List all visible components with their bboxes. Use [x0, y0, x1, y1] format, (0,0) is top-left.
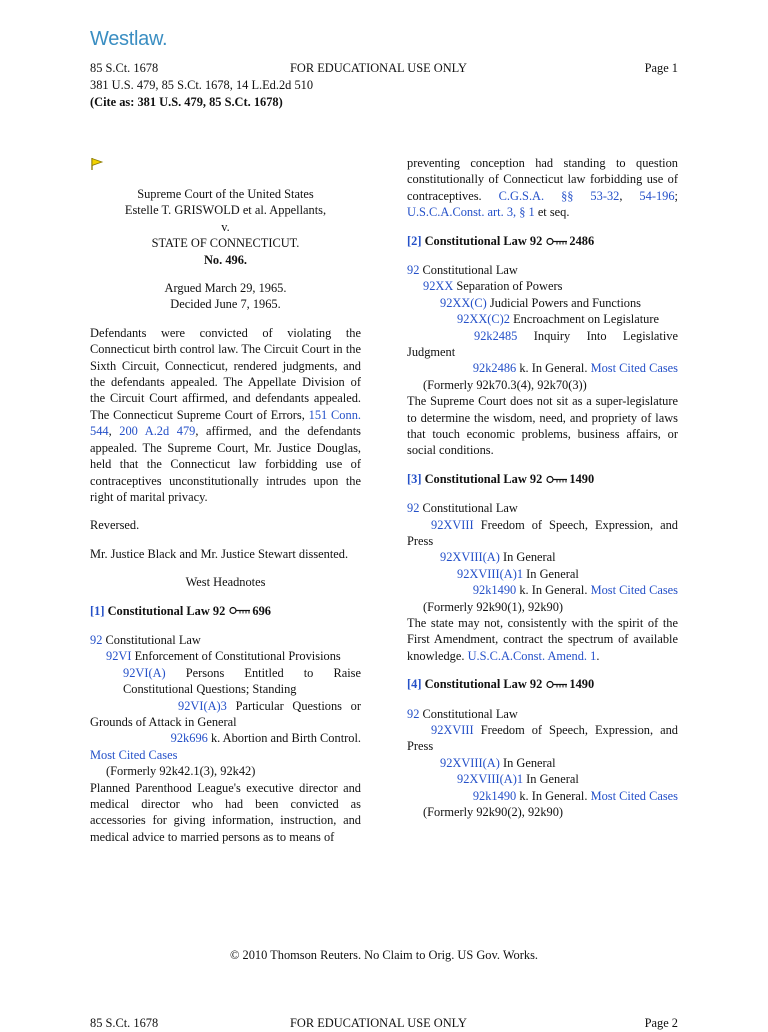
topic-label: k. Abortion and Birth Control.	[210, 731, 361, 746]
synopsis-separator: ,	[108, 424, 112, 439]
west-headnotes-title: West Headnotes	[185, 575, 266, 590]
synopsis-text-2: , affirmed, and the defendants appealed. The Supreme Court, Mr. Justice Douglas, held that the Connecticut law forbidding use of contraceptives unconstitutionally intrudes upon the right of marital privacy.	[90, 424, 361, 504]
headnote-number[interactable]: [3]	[407, 471, 422, 486]
key-icon	[546, 677, 568, 693]
headnote-1-body: Planned Parenthood League's executive director and medical director who had been convicted as accessories for giving information, instruction, and medical advice to married persons as to means of	[90, 780, 361, 844]
topic-label: Constitutional Law	[422, 262, 518, 277]
topic-link[interactable]: 92VI	[106, 649, 132, 664]
topic-label: Encroachment on Legislature	[513, 312, 659, 327]
headnote-topic: Constitutional Law 92	[424, 677, 543, 692]
topic-label: k. In General.	[519, 788, 588, 803]
appellee: STATE OF CONNECTICUT.	[151, 236, 300, 251]
topic-link[interactable]: 92XVIII(A)	[440, 550, 500, 565]
headnote-3-tree	[407, 500, 678, 615]
court-name: Supreme Court of the United States	[137, 187, 314, 201]
docket-number: No. 496.	[203, 252, 248, 267]
formerly-note: (Formerly 92k42.1(3), 92k42)	[106, 764, 256, 779]
next-header-reporter: 85 S.Ct. 1678	[90, 1016, 159, 1030]
key-number: 1490	[569, 471, 595, 486]
headnote-1-title	[90, 603, 361, 620]
headnote-2-body: The Supreme Court does not sit as a super-legislature to determine the wisdom, need, and propriety of laws that touch economic problems, business affairs, or social conditions.	[407, 394, 678, 458]
topic-label: Constitutional Law	[422, 706, 518, 721]
header-page-number: Page 1	[644, 61, 678, 75]
topic-link[interactable]: 92XX(C)2	[457, 312, 510, 327]
topic-label: In General	[526, 772, 579, 787]
topic-label: k. In General.	[519, 583, 588, 598]
headnote-4-title	[407, 676, 678, 693]
key-number: 696	[252, 603, 271, 618]
topic-link[interactable]: 92k2486	[472, 361, 517, 376]
headnote-number[interactable]: [4]	[407, 677, 422, 692]
headnote-topic: Constitutional Law 92	[424, 233, 543, 248]
citation-link-a2d[interactable]: 200 A.2d 479	[119, 424, 196, 439]
headnote-3-text: The state may not, consistently with the spirit of the First Amendment, contract the spectrum of available knowledge.	[407, 616, 678, 663]
topic-link[interactable]: 92	[407, 706, 420, 721]
most-cited-cases-link[interactable]: Most Cited Cases	[90, 747, 178, 762]
topic-link[interactable]: 92k1490	[472, 788, 517, 803]
right-column	[407, 155, 678, 820]
topic-label: Freedom of Speech, Expression, and Press	[407, 517, 678, 549]
constitution-link[interactable]: U.S.C.A.Const. art. 3, § 1	[407, 205, 535, 220]
topic-link[interactable]: 92	[90, 632, 103, 647]
parallel-citations: 381 U.S. 479, 85 S.Ct. 1678, 14 L.Ed.2d 510	[90, 78, 314, 92]
topic-link[interactable]: 92	[407, 262, 420, 277]
argued-date: Argued March 29, 1965.	[164, 281, 287, 296]
topic-link[interactable]: 92k1490	[472, 583, 517, 598]
headnote-1-text: preventing conception had standing to question constitutionally of Connecticut law forbidding use of contraceptives.	[407, 156, 678, 203]
westlaw-logo	[90, 28, 167, 51]
versus: v.	[221, 219, 230, 234]
key-icon	[546, 234, 568, 250]
left-column	[90, 155, 361, 845]
formerly-note: (Formerly 92k70.3(4), 92k70(3))	[423, 377, 587, 392]
topic-link[interactable]: 92VI(A)	[123, 665, 166, 680]
cite-as: (Cite as: 381 U.S. 479, 85 S.Ct. 1678)	[90, 95, 283, 109]
formerly-note: (Formerly 92k90(2), 92k90)	[423, 805, 564, 820]
topic-link[interactable]: 92	[407, 501, 420, 516]
topic-label: Freedom of Speech, Expression, and Press	[407, 723, 678, 754]
key-icon	[546, 472, 568, 488]
next-header-page-number: Page 2	[644, 1016, 678, 1030]
headnote-3-body	[407, 615, 678, 664]
page-header	[90, 61, 678, 77]
topic-link[interactable]: 92XX(C)	[440, 295, 487, 310]
headnote-topic: Constitutional Law 92	[424, 471, 543, 486]
headnote-topic: Constitutional Law 92	[107, 603, 226, 618]
topic-label: Constitutional Law	[105, 632, 201, 647]
decided-date: Decided June 7, 1965.	[170, 297, 281, 312]
dissent-note: Mr. Justice Black and Mr. Justice Stewart dissented.	[90, 546, 349, 561]
synopsis	[90, 325, 361, 505]
topic-link[interactable]: 92k696	[170, 731, 208, 746]
topic-link[interactable]: 92XVIII	[431, 517, 474, 532]
key-icon	[229, 603, 251, 619]
topic-link[interactable]: 92XX	[423, 279, 454, 294]
headnote-3-title	[407, 471, 678, 488]
headnote-number[interactable]: [1]	[90, 603, 105, 618]
topic-link[interactable]: 92VI(A)3	[178, 698, 227, 713]
topic-label: Enforcement of Constitutional Provisions	[134, 649, 341, 664]
header-notice: FOR EDUCATIONAL USE ONLY	[290, 61, 467, 75]
topic-label: In General	[502, 550, 556, 565]
disposition: Reversed.	[90, 518, 140, 533]
statute-link[interactable]: C.G.S.A. §§ 53-32	[498, 188, 620, 203]
topic-link[interactable]: 92k2485	[474, 328, 518, 343]
topic-label: In General	[526, 566, 579, 581]
topic-link[interactable]: 92XVIII(A)1	[457, 566, 524, 581]
headnote-1-body-cont: preventing conception had standing to question constitutionally of Connecticut law forbidding use of contraceptives. C.G.S.A. §§ 53-32, 54-196; U.S.C.A.Const. art. 3, § 1 et seq.	[407, 156, 678, 220]
headnote-2-title	[407, 233, 678, 250]
topic-link[interactable]: 92XVIII(A)	[440, 755, 500, 770]
topic-label: In General	[502, 755, 556, 770]
topic-label: Inquiry Into Legislative Judgment	[407, 328, 678, 360]
most-cited-cases-link[interactable]: Most Cited Cases	[590, 583, 678, 598]
headnote-number[interactable]: [2]	[407, 233, 422, 248]
synopsis-text: Defendants were convicted of violating the Connecticut birth control law. The Circuit Court in the Sixth Circuit, Connecticut, rendered judgments, and the defendants appealed. The Appellate Division of the Circuit Court affirmed, and defendants appealed. The Connecticut Supreme Court of Errors,	[90, 325, 361, 422]
key-number: 2486	[569, 233, 595, 248]
westlaw-logo-text: Westlaw.	[90, 28, 168, 50]
next-header-notice: FOR EDUCATIONAL USE ONLY	[290, 1016, 467, 1030]
key-number: 1490	[569, 677, 595, 692]
topic-label: Judicial Powers and Functions	[489, 295, 642, 310]
most-cited-cases-link[interactable]: Most Cited Cases	[590, 788, 678, 803]
citation-block	[90, 77, 313, 111]
copyright-footer: © 2010 Thomson Reuters. No Claim to Orig. US Gov. Works.	[230, 948, 538, 962]
topic-label: Particular Questions or Grounds of Attack in General	[90, 698, 361, 729]
headnote-2-tree	[407, 262, 678, 393]
constitution-link[interactable]: U.S.C.A.Const. Amend. 1	[467, 648, 597, 663]
statute-link[interactable]: 54-196	[639, 188, 675, 203]
topic-label: k. In General.	[519, 361, 588, 376]
next-page-header	[90, 1016, 678, 1032]
headnote-4-tree	[407, 706, 678, 821]
most-cited-cases-link[interactable]: Most Cited Cases	[590, 361, 678, 376]
topic-link[interactable]: 92XVIII	[431, 723, 474, 738]
header-reporter: 85 S.Ct. 1678	[90, 61, 159, 75]
topic-label: Constitutional Law	[422, 501, 518, 516]
headnote-3-period: .	[596, 648, 600, 663]
citation-link-conn[interactable]: 151 Conn. 544	[90, 407, 361, 439]
formerly-note: (Formerly 92k90(1), 92k90)	[423, 599, 564, 614]
flag-icon[interactable]	[90, 157, 361, 171]
appellants: Estelle T. GRISWOLD et al. Appellants,	[124, 203, 327, 218]
headnote-1-tree	[90, 632, 361, 780]
headnote-1-text-end: et seq.	[537, 205, 570, 220]
topic-label: Persons Entitled to Raise Constitutional Questions; Standing	[123, 665, 361, 697]
topic-label: Separation of Powers	[456, 279, 563, 294]
topic-link[interactable]: 92XVIII(A)1	[457, 772, 524, 787]
